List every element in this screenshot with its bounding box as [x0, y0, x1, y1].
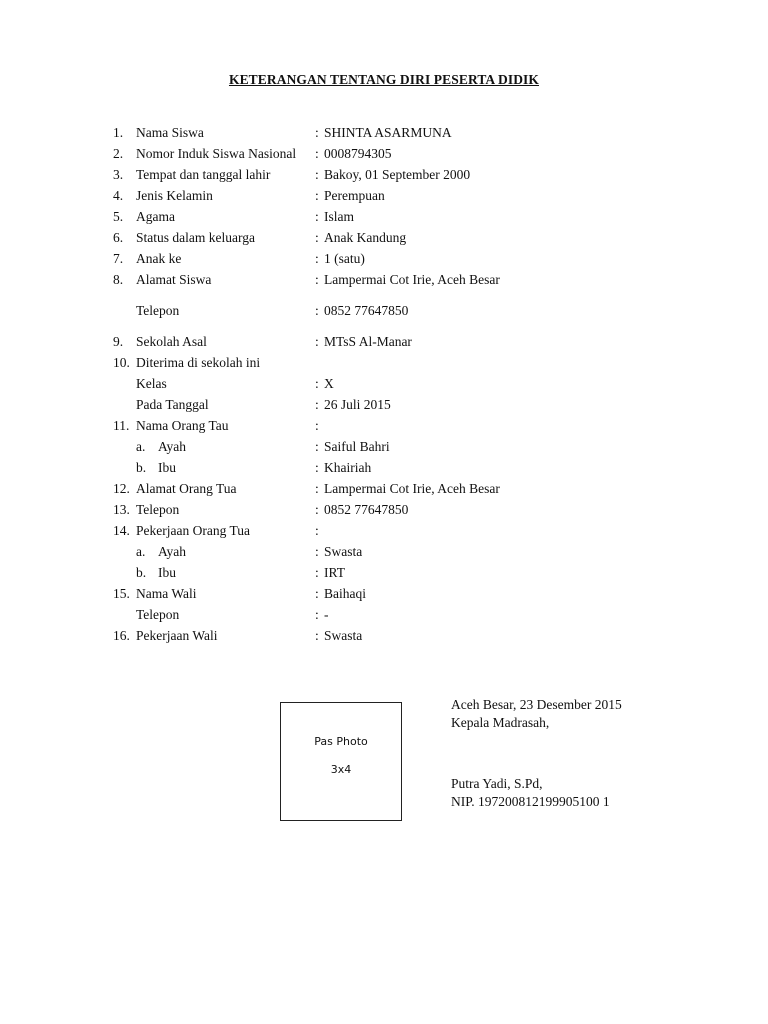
row-nama-siswa [0, 122, 768, 143]
row-value: Saiful Bahri [324, 439, 390, 454]
row-label: Nama Siswa [136, 125, 204, 140]
row-value: Swasta [324, 628, 363, 643]
row-nama-orang-tua [0, 415, 768, 436]
row-number: 5. [113, 209, 124, 224]
student-details-list [0, 122, 768, 646]
row-value: X [324, 376, 334, 391]
row-agama [0, 206, 768, 227]
row-value: SHINTA ASARMUNA [324, 125, 452, 140]
row-kelas [0, 373, 768, 394]
row-label: Agama [136, 209, 175, 224]
row-label: Nama Wali [136, 586, 197, 601]
row-value: Lampermai Cot Irie, Aceh Besar [324, 481, 500, 496]
row-alamat-orang-tua [0, 478, 768, 499]
row-colon: : [315, 544, 319, 559]
row-value: Anak Kandung [324, 230, 407, 245]
row-colon: : [315, 272, 319, 287]
row-colon: : [315, 607, 319, 622]
row-label: Telepon [136, 607, 180, 622]
row-label: Status dalam keluarga [136, 230, 255, 245]
row-value: Perempuan [324, 188, 385, 203]
row-number: 13. [113, 502, 130, 517]
row-value: Swasta [324, 544, 363, 559]
row-colon: : [315, 209, 319, 224]
row-colon: : [315, 334, 319, 349]
row-value: 26 Juli 2015 [324, 397, 391, 412]
row-pekerjaan-ibu [0, 562, 768, 583]
row-label: Ibu [158, 565, 176, 580]
row-value: MTsS Al-Manar [324, 334, 412, 349]
row-jenis-kelamin [0, 185, 768, 206]
row-colon: : [315, 251, 319, 266]
row-number: 7. [113, 251, 124, 266]
row-pekerjaan-wali [0, 625, 768, 646]
row-value: 0852 77647850 [324, 303, 409, 318]
row-anak-ke [0, 248, 768, 269]
row-number: 9. [113, 334, 124, 349]
row-letter: a. [136, 439, 146, 454]
row-number: 3. [113, 167, 124, 182]
row-pekerjaan-orang-tua [0, 520, 768, 541]
row-value: Islam [324, 209, 354, 224]
row-status-keluarga [0, 227, 768, 248]
row-colon: : [315, 230, 319, 245]
row-telepon-siswa [0, 300, 768, 321]
row-number: 16. [113, 628, 130, 643]
row-value: 1 (satu) [324, 251, 365, 266]
row-label: Nomor Induk Siswa Nasional [136, 146, 297, 161]
row-colon: : [315, 460, 319, 475]
row-colon: : [315, 565, 319, 580]
signature-nip: NIP. 197200812199905100 1 [451, 794, 610, 809]
row-label: Nama Orang Tau [136, 418, 229, 433]
row-colon: : [315, 376, 319, 391]
row-number: 2. [113, 146, 124, 161]
row-label: Pekerjaan Orang Tua [136, 523, 250, 538]
row-pada-tanggal [0, 394, 768, 415]
row-tempat-tanggal-lahir [0, 164, 768, 185]
page-title: KETERANGAN TENTANG DIRI PESERTA DIDIK [228, 72, 540, 87]
row-colon: : [315, 146, 319, 161]
row-letter: a. [136, 544, 146, 559]
row-label: Ayah [158, 544, 187, 559]
row-label: Sekolah Asal [136, 334, 207, 349]
row-ibu [0, 457, 768, 478]
row-label: Tempat dan tanggal lahir [136, 167, 271, 182]
row-telepon-orang-tua [0, 499, 768, 520]
row-colon: : [315, 523, 319, 538]
row-label: Kelas [136, 376, 167, 391]
row-number: 15. [113, 586, 130, 601]
row-number: 4. [113, 188, 124, 203]
row-value: 0852 77647850 [324, 502, 409, 517]
row-value: 0008794305 [324, 146, 392, 161]
signature-block [451, 696, 622, 811]
row-colon: : [315, 188, 319, 203]
row-value: Khairiah [324, 460, 372, 475]
row-number: 6. [113, 230, 124, 245]
row-number: 10. [113, 355, 130, 370]
row-colon: : [315, 167, 319, 182]
row-label: Jenis Kelamin [136, 188, 213, 203]
row-number: 1. [113, 125, 124, 140]
row-value: Bakoy, 01 September 2000 [324, 167, 471, 182]
row-colon: : [315, 502, 319, 517]
row-label: Diterima di sekolah ini [136, 355, 261, 370]
photo-placeholder [280, 702, 402, 821]
row-alamat-siswa [0, 269, 768, 290]
row-label: Alamat Orang Tua [136, 481, 237, 496]
row-label: Anak ke [136, 251, 182, 266]
row-value: - [324, 607, 329, 622]
row-number: 8. [113, 272, 124, 287]
row-label: Telepon [136, 502, 180, 517]
row-number: 14. [113, 523, 130, 538]
row-colon: : [315, 439, 319, 454]
row-diterima [0, 352, 768, 373]
photo-label: Pas Photo [314, 735, 368, 748]
row-number: 12. [113, 481, 130, 496]
signature-place-date: Aceh Besar, 23 Desember 2015 [451, 697, 622, 712]
photo-size: 3x4 [330, 763, 352, 776]
row-label: Ibu [158, 460, 176, 475]
row-label: Pekerjaan Wali [136, 628, 218, 643]
row-colon: : [315, 628, 319, 643]
row-label: Telepon [136, 303, 180, 318]
row-label: Ayah [158, 439, 187, 454]
row-sekolah-asal [0, 331, 768, 352]
row-label: Pada Tanggal [136, 397, 209, 412]
row-colon: : [315, 418, 319, 433]
signature-position: Kepala Madrasah, [451, 715, 550, 730]
row-nisn [0, 143, 768, 164]
row-colon: : [315, 397, 319, 412]
row-value: Lampermai Cot Irie, Aceh Besar [324, 272, 500, 287]
row-letter: b. [136, 460, 147, 475]
row-number: 11. [113, 418, 130, 433]
row-pekerjaan-ayah [0, 541, 768, 562]
row-colon: : [315, 586, 319, 601]
signature-name: Putra Yadi, S.Pd, [451, 776, 543, 791]
row-letter: b. [136, 565, 147, 580]
row-telepon-wali [0, 604, 768, 625]
row-colon: : [315, 125, 319, 140]
row-value: Baihaqi [324, 586, 366, 601]
row-colon: : [315, 481, 319, 496]
row-colon: : [315, 303, 319, 318]
row-value: IRT [324, 565, 345, 580]
row-nama-wali [0, 583, 768, 604]
row-ayah [0, 436, 768, 457]
row-label: Alamat Siswa [136, 272, 212, 287]
